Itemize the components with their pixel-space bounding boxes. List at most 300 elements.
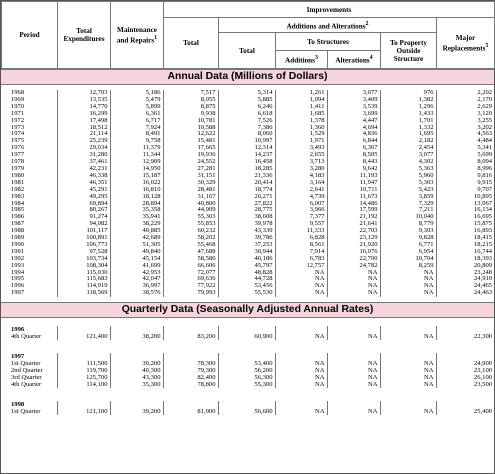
table-cell: NA bbox=[380, 333, 436, 340]
table-cell: 6,367 bbox=[327, 145, 380, 152]
table-cell: 9,303 bbox=[380, 228, 436, 235]
table-cell: 24,910 bbox=[436, 276, 494, 283]
table-cell: 4,183 bbox=[275, 173, 327, 180]
row-period: 1992 bbox=[11, 254, 25, 262]
table-cell: NA bbox=[275, 381, 327, 388]
table-cell: 60,900 bbox=[218, 333, 275, 340]
table-cell: 55,468 bbox=[163, 242, 218, 249]
header-total-expenditures: Total Expenditures bbox=[58, 2, 111, 69]
table-row bbox=[1, 283, 494, 290]
table-cell: 3,493 bbox=[275, 145, 327, 152]
table-cell: 12,622 bbox=[163, 131, 218, 138]
table-cell: 14,950 bbox=[110, 166, 163, 173]
table-cell: 31,167 bbox=[163, 194, 218, 201]
table-cell: 44,909 bbox=[163, 207, 218, 214]
row-period: 1996 bbox=[11, 282, 25, 290]
table-cell: 9,828 bbox=[380, 235, 436, 242]
table-cell: 108,304 bbox=[57, 263, 110, 270]
table-cell: 10,040 bbox=[380, 214, 436, 221]
annual-section-title: Annual Data (Millions of Dollars) bbox=[1, 69, 494, 85]
header-improvements-total: Total bbox=[164, 18, 219, 69]
table-cell: 21,114 bbox=[57, 131, 110, 138]
table-cell: 5,960 bbox=[380, 173, 436, 180]
table-cell: 100,891 bbox=[57, 235, 110, 242]
row-period: 1973 bbox=[11, 123, 25, 131]
header-alterations: Alterations$^4$ bbox=[328, 51, 381, 69]
table-cell: 5,479 bbox=[110, 97, 163, 104]
table-cell: NA bbox=[380, 360, 436, 367]
table-cell: 7,526 bbox=[218, 118, 275, 125]
table-cell: 3,120 bbox=[436, 111, 494, 118]
table-cell: 4,694 bbox=[327, 125, 380, 132]
table-cell: 19,936 bbox=[163, 152, 218, 159]
table-cell: 10,704 bbox=[380, 256, 436, 263]
row-period: 1983 bbox=[11, 192, 25, 200]
annual-data-table bbox=[1, 85, 494, 300]
table-cell: 22,300 bbox=[436, 333, 494, 340]
table-cell: 31,151 bbox=[163, 173, 218, 180]
table-cell: 79,300 bbox=[163, 367, 218, 374]
table-cell: 38,576 bbox=[110, 290, 163, 297]
row-period: 1991 bbox=[11, 247, 25, 255]
table-cell: 3,202 bbox=[436, 125, 494, 132]
row-period: 1997 bbox=[11, 289, 25, 297]
table-cell: 1,433 bbox=[380, 111, 436, 118]
table-cell: 121,100 bbox=[57, 408, 110, 415]
table-cell: 1,378 bbox=[275, 118, 327, 125]
row-period: 1985 bbox=[11, 206, 25, 214]
table-cell: 16,810 bbox=[110, 187, 163, 194]
table-cell: 24,782 bbox=[327, 263, 380, 270]
table-cell: 35,941 bbox=[110, 214, 163, 221]
quarter-year-label: 1998 bbox=[11, 401, 25, 409]
table-cell: 10,997 bbox=[218, 138, 275, 145]
table-cell: 77,922 bbox=[163, 283, 218, 290]
table-cell: 53,456 bbox=[218, 283, 275, 290]
table-cell: 7,924 bbox=[110, 125, 163, 132]
year-row bbox=[1, 326, 494, 333]
table-cell: 69,894 bbox=[57, 201, 110, 208]
header-additions-alterations: Additions and Alterations$^2$ bbox=[219, 18, 437, 33]
table-cell: 9,915 bbox=[436, 180, 494, 187]
table-cell: 8,491 bbox=[110, 131, 163, 138]
table-cell: 26,100 bbox=[436, 374, 494, 381]
table-cell: 11,947 bbox=[327, 180, 380, 187]
table-cell: 4,836 bbox=[327, 131, 380, 138]
table-cell: 78,800 bbox=[163, 381, 218, 388]
table-cell: 10,588 bbox=[163, 125, 218, 132]
row-period: 1972 bbox=[11, 116, 25, 124]
table-cell: 9,557 bbox=[275, 221, 327, 228]
table-cell: 6,771 bbox=[380, 242, 436, 249]
table-cell: 115,030 bbox=[57, 270, 110, 277]
table-cell: NA bbox=[275, 367, 327, 374]
table-cell: 8,259 bbox=[380, 263, 436, 270]
table-cell: 8,875 bbox=[163, 104, 218, 111]
table-cell: 3,077 bbox=[327, 90, 380, 97]
row-period: 1979 bbox=[11, 164, 25, 172]
table-cell: 30,944 bbox=[218, 249, 275, 256]
table-cell: 1,529 bbox=[275, 131, 327, 138]
table-cell: 46,338 bbox=[57, 173, 110, 180]
table-cell: 38,200 bbox=[110, 333, 163, 340]
table-cell: 27,281 bbox=[163, 166, 218, 173]
table-cell: 38,608 bbox=[218, 214, 275, 221]
table-cell: 12,909 bbox=[110, 159, 163, 166]
table-cell: 3,539 bbox=[327, 104, 380, 111]
table-cell: 13,067 bbox=[436, 201, 494, 208]
table-cell: NA bbox=[327, 290, 380, 297]
table-header bbox=[1, 1, 495, 69]
table-cell: 1,701 bbox=[380, 118, 436, 125]
row-period: 1988 bbox=[11, 227, 25, 235]
table-cell: 4,739 bbox=[275, 194, 327, 201]
table-row bbox=[1, 263, 494, 270]
table-cell: 42,231 bbox=[57, 166, 110, 173]
table-cell: 39,786 bbox=[218, 235, 275, 242]
row-period: 1971 bbox=[11, 109, 25, 117]
row-period: 1978 bbox=[11, 158, 25, 166]
table-cell: 43,339 bbox=[218, 228, 275, 235]
table-cell: 10,711 bbox=[327, 187, 380, 194]
table-cell: 38,229 bbox=[110, 221, 163, 228]
table-cell: 80,267 bbox=[57, 207, 110, 214]
table-cell: 7,517 bbox=[163, 90, 218, 97]
table-row bbox=[1, 374, 494, 381]
row-period: 1969 bbox=[11, 95, 25, 103]
table-cell: NA bbox=[275, 408, 327, 415]
header-improvements: Improvements bbox=[164, 2, 495, 18]
table-cell: 5,899 bbox=[110, 104, 163, 111]
table-cell: 10,781 bbox=[163, 118, 218, 125]
table-row bbox=[1, 290, 494, 297]
row-period: 1984 bbox=[11, 199, 25, 207]
table-cell: 2,641 bbox=[275, 187, 327, 194]
row-period: 1980 bbox=[11, 171, 25, 179]
year-row bbox=[1, 353, 494, 360]
table-cell: 56,300 bbox=[218, 374, 275, 381]
table-cell: 45,154 bbox=[110, 256, 163, 263]
table-cell: 40,186 bbox=[218, 256, 275, 263]
table-cell: 11,379 bbox=[110, 145, 163, 152]
header-aa-total: Total bbox=[219, 33, 276, 69]
row-period: 1986 bbox=[11, 213, 25, 221]
table-cell: 27,822 bbox=[218, 201, 275, 208]
table-cell: 18,215 bbox=[436, 242, 494, 249]
table-cell: 5,314 bbox=[218, 90, 275, 97]
table-cell: 2,655 bbox=[275, 152, 327, 159]
row-period: 1st Quarter bbox=[11, 408, 41, 416]
table-cell: 15,875 bbox=[436, 221, 494, 228]
table-cell: 58,580 bbox=[163, 256, 218, 263]
table-cell: 7,914 bbox=[275, 249, 327, 256]
quarter-year-label: 1997 bbox=[11, 353, 25, 361]
table-cell: NA bbox=[327, 408, 380, 415]
table-cell: 4,484 bbox=[436, 138, 494, 145]
table-cell: 121,400 bbox=[57, 333, 110, 340]
header-major-replacements: Major Replacements$^5$ bbox=[437, 18, 495, 69]
table-cell: 11,344 bbox=[110, 152, 163, 159]
table-cell: 46,351 bbox=[57, 180, 110, 187]
table-cell: 8,060 bbox=[218, 131, 275, 138]
table-cell: 7,329 bbox=[380, 201, 436, 208]
quarter-year-label: 1996 bbox=[11, 326, 25, 334]
table-cell: 1,382 bbox=[380, 97, 436, 104]
table-cell: 8,055 bbox=[163, 97, 218, 104]
row-period: 1987 bbox=[11, 220, 25, 228]
table-cell: 1,695 bbox=[380, 131, 436, 138]
table-cell: 40,885 bbox=[110, 228, 163, 235]
table-cell: 91,274 bbox=[57, 214, 110, 221]
table-cell: 3,077 bbox=[380, 152, 436, 159]
table-cell: 11,673 bbox=[327, 194, 380, 201]
table-cell: 16,022 bbox=[110, 180, 163, 187]
table-cell: NA bbox=[380, 270, 436, 277]
table-row bbox=[1, 333, 494, 340]
table-cell: NA bbox=[327, 367, 380, 374]
table-cell: NA bbox=[327, 360, 380, 367]
table-cell: NA bbox=[327, 374, 380, 381]
table-cell: 5,423 bbox=[380, 187, 436, 194]
table-cell: NA bbox=[380, 290, 436, 297]
table-cell: 7,377 bbox=[275, 214, 327, 221]
row-period: 1990 bbox=[11, 240, 25, 248]
table-cell: 12,703 bbox=[57, 90, 110, 97]
row-period: 1981 bbox=[11, 178, 25, 186]
table-cell: 111,500 bbox=[57, 360, 110, 367]
table-cell: NA bbox=[275, 374, 327, 381]
table-cell: 16,893 bbox=[436, 228, 494, 235]
quarterly-data-table bbox=[1, 318, 494, 415]
table-cell: 12,757 bbox=[275, 263, 327, 270]
table-cell: 53,400 bbox=[218, 360, 275, 367]
table-cell: 28,775 bbox=[218, 207, 275, 214]
table-cell: 1,685 bbox=[275, 111, 327, 118]
table-cell: 114,100 bbox=[57, 381, 110, 388]
table-cell: 118,569 bbox=[57, 290, 110, 297]
table-cell: NA bbox=[327, 333, 380, 340]
table-cell: 25,400 bbox=[436, 408, 494, 415]
table-cell: 4,302 bbox=[380, 159, 436, 166]
quarterly-section-title: Quarterly Data (Seasonally Adjusted Annual Rates) bbox=[1, 302, 494, 318]
table-cell: NA bbox=[275, 270, 327, 277]
table-cell: 24,900 bbox=[436, 360, 494, 367]
table-cell: 13,535 bbox=[57, 97, 110, 104]
table-cell: 48,828 bbox=[218, 270, 275, 277]
table-cell: 22,700 bbox=[327, 256, 380, 263]
table-cell: 1,411 bbox=[275, 104, 327, 111]
row-period: 1989 bbox=[11, 234, 25, 242]
table-cell: 8,996 bbox=[436, 166, 494, 173]
table-cell: 55,303 bbox=[163, 214, 218, 221]
table-cell: 9,938 bbox=[163, 111, 218, 118]
table-cell: 55,300 bbox=[218, 381, 275, 388]
table-cell: 47,688 bbox=[163, 249, 218, 256]
row-period: 3rd Quarter bbox=[11, 374, 42, 382]
table-row bbox=[1, 381, 494, 388]
header-to-property: To Property Outside Structure bbox=[381, 33, 437, 69]
table-cell: 6,618 bbox=[218, 111, 275, 118]
table-cell: NA bbox=[380, 381, 436, 388]
table-cell: 23,100 bbox=[436, 367, 494, 374]
table-cell: 114,919 bbox=[57, 283, 110, 290]
row-period: 1977 bbox=[11, 151, 25, 159]
table-cell: 8,094 bbox=[436, 159, 494, 166]
header-additions: Additions$^3$ bbox=[276, 51, 328, 69]
table-cell: 8,443 bbox=[327, 159, 380, 166]
year-row bbox=[1, 401, 494, 408]
table-cell: 1,360 bbox=[275, 125, 327, 132]
table-cell: 20,271 bbox=[218, 194, 275, 201]
table-cell: 2,202 bbox=[436, 90, 494, 97]
table-cell: 43,300 bbox=[110, 374, 163, 381]
table-cell: 78,300 bbox=[163, 360, 218, 367]
table-cell: 9,707 bbox=[436, 187, 494, 194]
header-maintenance: Maintenance and Repairs$^1$ bbox=[111, 2, 164, 69]
table-cell: 23,129 bbox=[327, 235, 380, 242]
table-cell: 16,695 bbox=[436, 214, 494, 221]
table-cell: 3,280 bbox=[275, 166, 327, 173]
table-cell: 10,895 bbox=[436, 194, 494, 201]
table-cell: NA bbox=[275, 290, 327, 297]
table-cell: 83,200 bbox=[163, 333, 218, 340]
table-cell: 18,512 bbox=[57, 125, 110, 132]
table-cell: 3,859 bbox=[380, 194, 436, 201]
table-cell: 18,128 bbox=[110, 194, 163, 201]
table-cell: 115,683 bbox=[57, 276, 110, 283]
table-cell: 18,285 bbox=[218, 166, 275, 173]
table-cell: 40,800 bbox=[163, 201, 218, 208]
table-cell: 119,700 bbox=[57, 367, 110, 374]
table-cell: 7,386 bbox=[218, 125, 275, 132]
table-cell: 3,409 bbox=[327, 97, 380, 104]
table-cell: 6,844 bbox=[327, 138, 380, 145]
table-cell: NA bbox=[380, 276, 436, 283]
table-cell: 6,828 bbox=[275, 235, 327, 242]
row-period: 1974 bbox=[11, 130, 25, 138]
table-cell: 21,336 bbox=[218, 173, 275, 180]
table-cell: 9,758 bbox=[110, 138, 163, 145]
table-cell: 125,700 bbox=[57, 374, 110, 381]
row-period: 4th Quarter bbox=[11, 381, 42, 389]
table-cell: 45,797 bbox=[218, 263, 275, 270]
table-cell: 103,734 bbox=[57, 256, 110, 263]
table-cell: 16,076 bbox=[327, 249, 380, 256]
table-cell: 60,232 bbox=[163, 228, 218, 235]
table-row bbox=[1, 360, 494, 367]
table-cell: 6,717 bbox=[110, 118, 163, 125]
table-cell: 6,954 bbox=[380, 249, 436, 256]
table-cell: 37,461 bbox=[57, 159, 110, 166]
table-cell: 40,300 bbox=[110, 367, 163, 374]
table-cell: 39,978 bbox=[218, 221, 275, 228]
table-cell: 5,885 bbox=[218, 97, 275, 104]
table-cell: 16,299 bbox=[57, 111, 110, 118]
table-cell: 3,164 bbox=[275, 180, 327, 187]
table-cell: 49,295 bbox=[57, 194, 110, 201]
table-cell: 2,182 bbox=[380, 138, 436, 145]
table-cell: 21,641 bbox=[327, 221, 380, 228]
table-cell: 24,552 bbox=[163, 159, 218, 166]
table-cell: NA bbox=[275, 283, 327, 290]
table-cell: 30,200 bbox=[110, 360, 163, 367]
header-to-structures: To Structures bbox=[276, 33, 381, 51]
table-cell: 51,305 bbox=[110, 242, 163, 249]
table-cell: 6,246 bbox=[218, 104, 275, 111]
table-cell: 16,744 bbox=[436, 249, 494, 256]
row-period: 4th Quarter bbox=[11, 333, 42, 341]
table-cell: 976 bbox=[380, 90, 436, 97]
table-cell: 16,134 bbox=[436, 207, 494, 214]
table-cell: 21,192 bbox=[327, 214, 380, 221]
table-cell: 3,255 bbox=[436, 118, 494, 125]
table-cell: 5,363 bbox=[380, 166, 436, 173]
table-cell: 2,454 bbox=[380, 145, 436, 152]
table-cell: 56,600 bbox=[218, 408, 275, 415]
table-cell: 35,358 bbox=[110, 207, 163, 214]
table-cell: 11,193 bbox=[327, 173, 380, 180]
table-cell: 17,599 bbox=[327, 207, 380, 214]
table-cell: 58,202 bbox=[163, 235, 218, 242]
table-cell: 11,333 bbox=[275, 228, 327, 235]
table-cell: 81,900 bbox=[163, 408, 218, 415]
table-cell: 79,993 bbox=[163, 290, 218, 297]
row-period: 1975 bbox=[11, 137, 25, 145]
table-cell: 82,400 bbox=[163, 374, 218, 381]
table-cell: 66,606 bbox=[163, 263, 218, 270]
table-row bbox=[1, 276, 494, 283]
table-cell: 7,211 bbox=[380, 207, 436, 214]
table-cell: 28,894 bbox=[110, 201, 163, 208]
table-cell: 18,415 bbox=[436, 235, 494, 242]
table-cell: 39,200 bbox=[110, 408, 163, 415]
table-cell: 44,728 bbox=[218, 276, 275, 283]
row-period: 1995 bbox=[11, 275, 25, 283]
table-row bbox=[1, 408, 494, 415]
table-cell: 8,779 bbox=[380, 221, 436, 228]
table-cell: 5,699 bbox=[436, 152, 494, 159]
table-cell: 30,329 bbox=[163, 180, 218, 187]
table-cell: NA bbox=[380, 374, 436, 381]
table-cell: NA bbox=[380, 367, 436, 374]
table-cell: 9,642 bbox=[327, 166, 380, 173]
table-cell: NA bbox=[327, 270, 380, 277]
table-cell: 41,699 bbox=[110, 263, 163, 270]
table-cell: 14,770 bbox=[57, 104, 110, 111]
table-cell: 23,248 bbox=[436, 270, 494, 277]
table-cell: NA bbox=[380, 408, 436, 415]
table-cell: 69,636 bbox=[163, 276, 218, 283]
table-cell: 35,300 bbox=[110, 381, 163, 388]
table-cell: NA bbox=[275, 333, 327, 340]
row-period: 1994 bbox=[11, 268, 25, 276]
table-cell: 56,200 bbox=[218, 367, 275, 374]
table-row bbox=[1, 367, 494, 374]
table-cell: 42,047 bbox=[110, 276, 163, 283]
table-cell: 49,840 bbox=[110, 249, 163, 256]
table-row bbox=[1, 270, 494, 277]
table-cell: NA bbox=[327, 276, 380, 283]
table-cell: 16,458 bbox=[218, 159, 275, 166]
header-period: Period bbox=[2, 2, 58, 69]
table-cell: 55,853 bbox=[163, 221, 218, 228]
table-cell: 2,170 bbox=[436, 97, 494, 104]
row-period: 1968 bbox=[11, 89, 25, 96]
table-cell: 6,783 bbox=[275, 256, 327, 263]
table-cell: 4,563 bbox=[436, 131, 494, 138]
table-cell: 45,291 bbox=[57, 187, 110, 194]
row-period: 1993 bbox=[11, 261, 25, 269]
